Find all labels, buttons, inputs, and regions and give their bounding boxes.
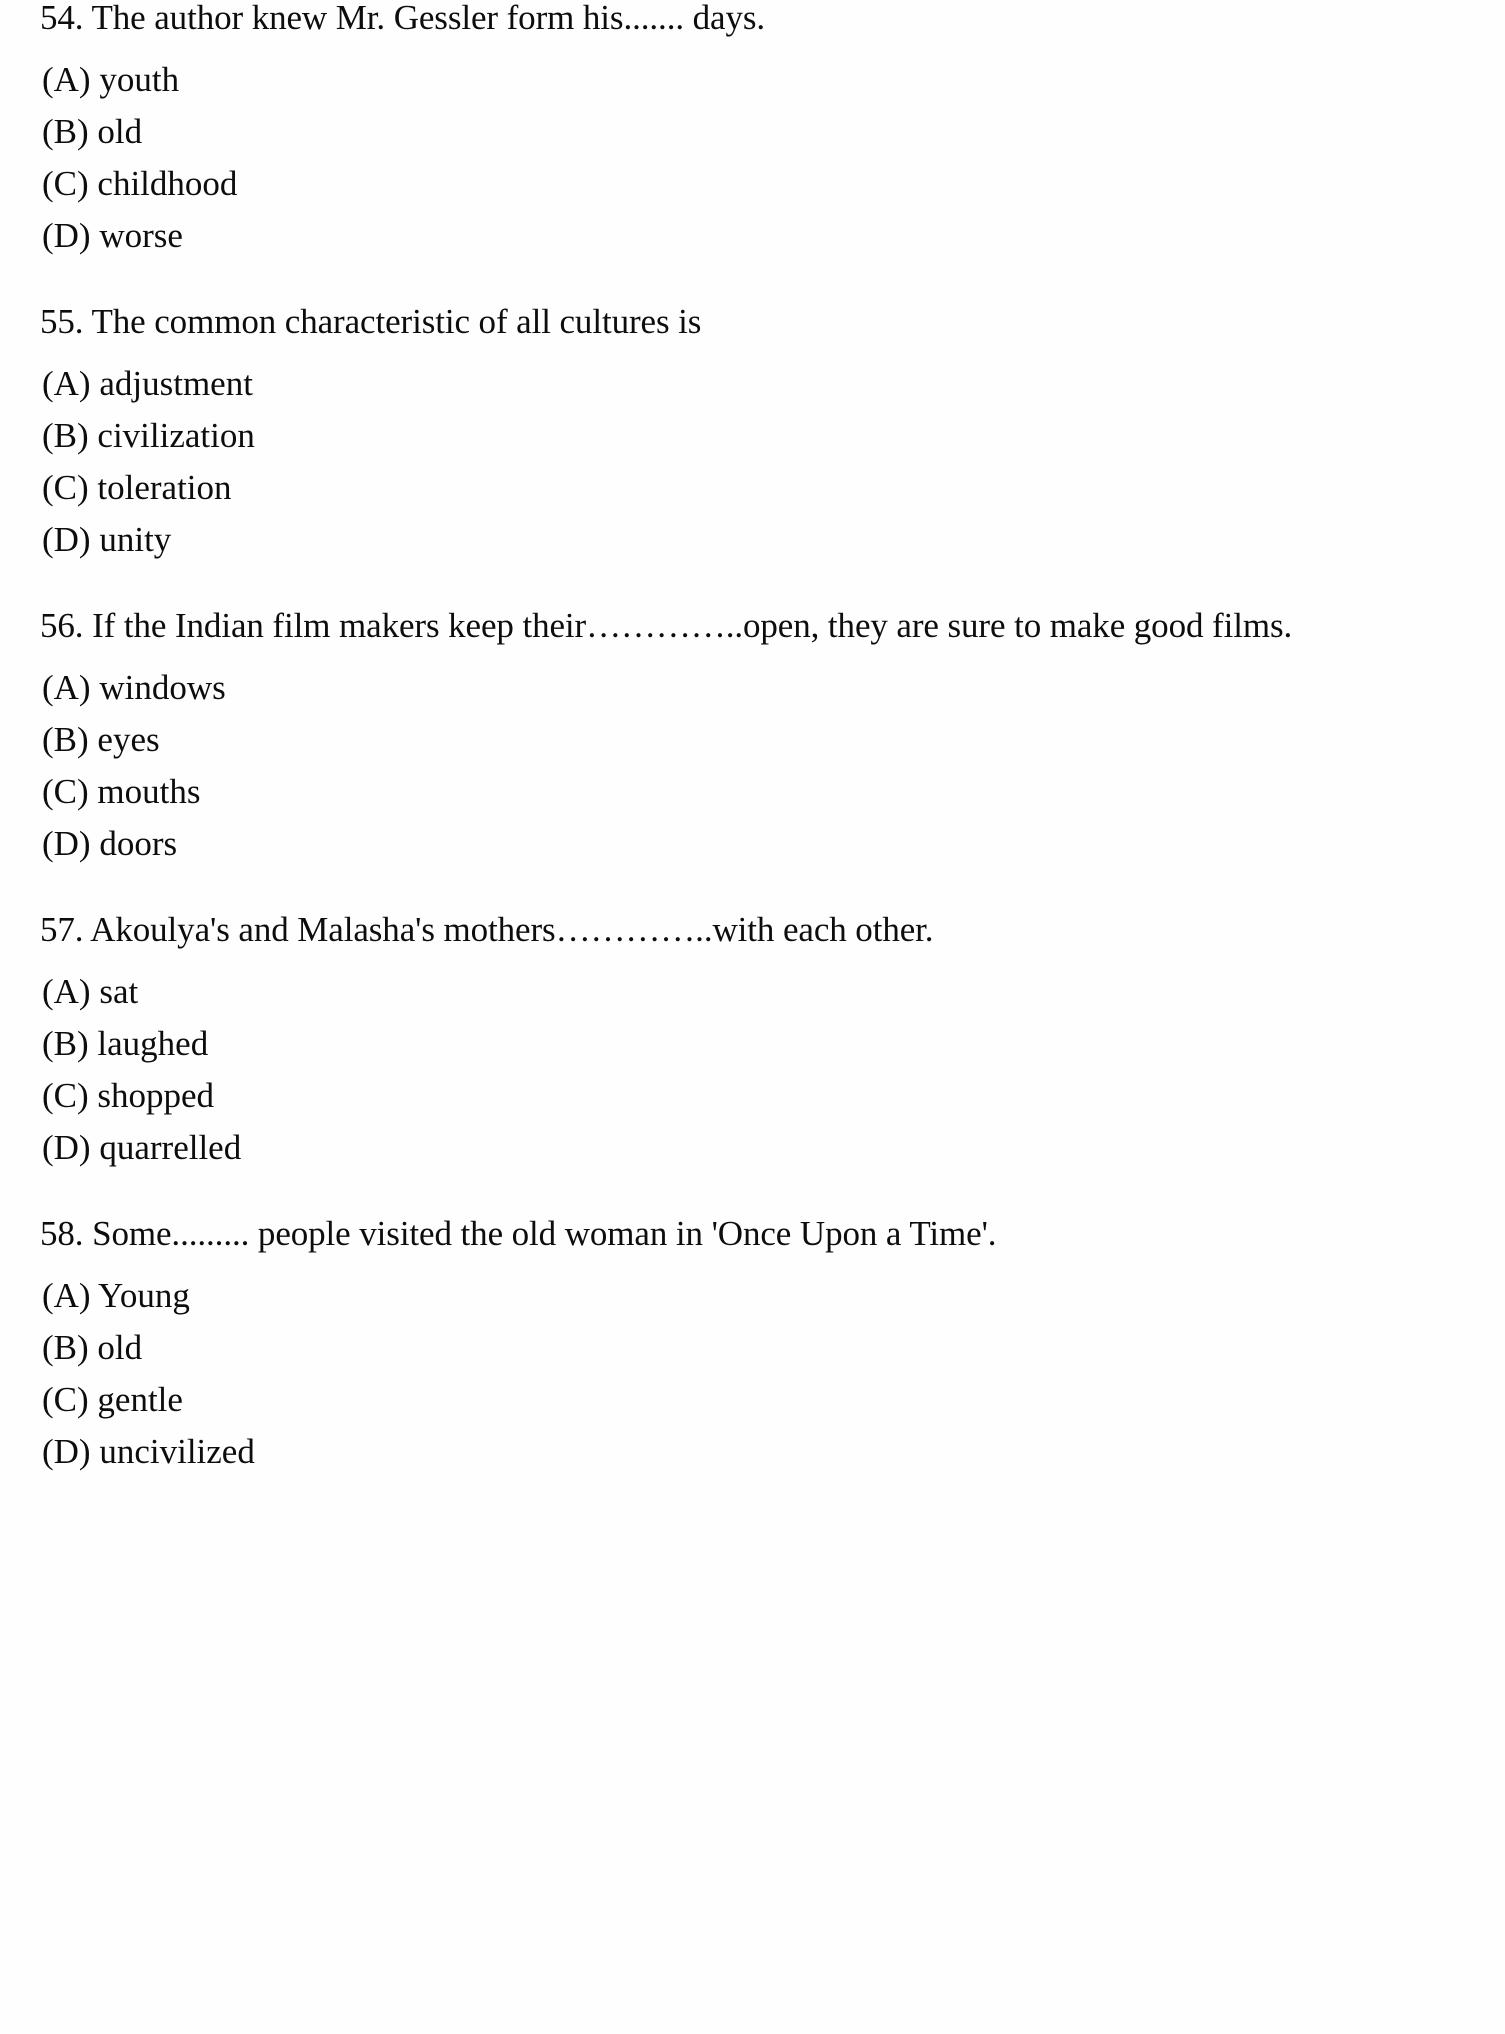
- option-row-55-d: [40, 514, 1400, 566]
- option-text-58-b: old: [97, 1328, 143, 1367]
- option-row-54-c: [40, 158, 1400, 210]
- option-text-57-a: sat: [99, 972, 139, 1011]
- option-row-58-d: [40, 1426, 1400, 1478]
- option-text-57-d: quarrelled: [99, 1128, 242, 1167]
- question-list: [40, 0, 1400, 1478]
- option-text-58-c: gentle: [97, 1380, 183, 1419]
- question-block-58: [40, 1208, 1400, 1478]
- option-text-58-d: uncivilized: [99, 1432, 255, 1471]
- option-row-54-a: [40, 54, 1400, 106]
- option-text-54-d: worse: [99, 216, 183, 255]
- question-stem-55: 55. The common characteristic of all cultures is: [40, 302, 702, 341]
- question-stem-58: 58. Some......... people visited the old woman in 'Once Upon a Time'.: [40, 1214, 997, 1253]
- option-label-58-b: (B): [42, 1328, 98, 1367]
- option-row-56-c: [40, 766, 1400, 818]
- option-label-56-b: (B): [42, 720, 98, 759]
- option-label-55-d: (D): [42, 520, 100, 559]
- option-label-58-d: (D): [42, 1432, 100, 1471]
- option-label-55-b: (B): [42, 416, 98, 455]
- option-row-58-a: [40, 1270, 1400, 1322]
- option-label-55-c: (C): [42, 468, 98, 507]
- option-row-58-b: [40, 1322, 1400, 1374]
- option-label-58-c: (C): [42, 1380, 98, 1419]
- option-text-58-a: Young: [98, 1276, 190, 1315]
- option-row-56-d: [40, 818, 1400, 870]
- option-label-56-d: (D): [42, 824, 100, 863]
- option-text-55-b: civilization: [97, 416, 255, 455]
- option-row-55-c: [40, 462, 1400, 514]
- option-text-55-a: adjustment: [99, 364, 253, 403]
- option-label-54-b: (B): [42, 112, 98, 151]
- option-text-56-b: eyes: [97, 720, 160, 759]
- option-row-54-d: [40, 210, 1400, 262]
- option-row-55-b: [40, 410, 1400, 462]
- option-row-58-c: [40, 1374, 1400, 1426]
- option-label-54-d: (D): [42, 216, 100, 255]
- option-label-57-d: (D): [42, 1128, 100, 1167]
- question-block-57: [40, 904, 1400, 1174]
- option-text-54-c: childhood: [97, 164, 238, 203]
- question-block-54: [40, 0, 1400, 262]
- question-block-56: [40, 600, 1400, 870]
- option-text-54-b: old: [97, 112, 143, 151]
- option-label-57-a: (A): [42, 972, 100, 1011]
- option-label-56-c: (C): [42, 772, 98, 811]
- question-stem-54: 54. The author knew Mr. Gessler form his....... days.: [40, 0, 766, 37]
- option-text-56-c: mouths: [97, 772, 201, 811]
- option-label-54-c: (C): [42, 164, 98, 203]
- option-text-55-c: toleration: [97, 468, 232, 507]
- option-row-56-a: [40, 662, 1400, 714]
- option-text-57-b: laughed: [97, 1024, 209, 1063]
- option-row-57-d: [40, 1122, 1400, 1174]
- option-text-56-d: doors: [99, 824, 178, 863]
- option-label-58-a: (A): [42, 1276, 99, 1315]
- option-row-57-a: [40, 966, 1400, 1018]
- option-text-56-a: windows: [99, 668, 226, 707]
- question-stem-57: 57. Akoulya's and Malasha's mothers…………..with each other.: [40, 910, 934, 949]
- option-row-57-b: [40, 1018, 1400, 1070]
- option-row-57-c: [40, 1070, 1400, 1122]
- option-row-54-b: [40, 106, 1400, 158]
- option-row-55-a: [40, 358, 1400, 410]
- option-text-55-d: unity: [99, 520, 172, 559]
- question-block-55: [40, 296, 1400, 566]
- option-label-55-a: (A): [42, 364, 100, 403]
- question-stem-56: 56. If the Indian film makers keep their…………..open, they are sure to make good films.: [40, 606, 1293, 645]
- option-label-54-a: (A): [42, 60, 100, 99]
- option-row-56-b: [40, 714, 1400, 766]
- option-text-54-a: youth: [99, 60, 180, 99]
- option-label-56-a: (A): [42, 668, 100, 707]
- option-label-57-b: (B): [42, 1024, 98, 1063]
- option-text-57-c: shopped: [97, 1076, 215, 1115]
- option-label-57-c: (C): [42, 1076, 98, 1115]
